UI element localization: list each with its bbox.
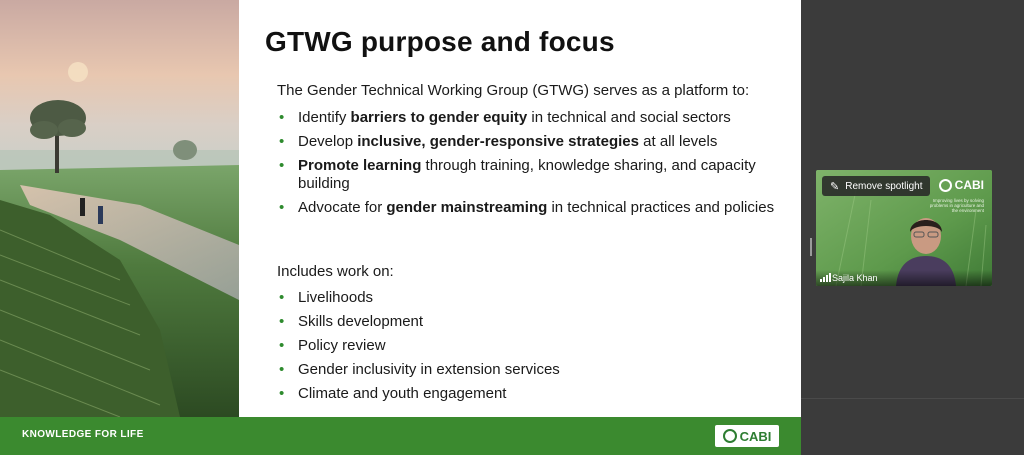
footer-tagline: KNOWLEDGE FOR LIFE — [22, 429, 144, 440]
list-item: • Identify barriers to gender equity in technical and social sectors — [279, 109, 731, 126]
cabi-logo: CABI — [715, 425, 779, 447]
participant-name-bar — [816, 270, 992, 286]
slide-footer — [0, 417, 801, 455]
list-item: • Livelihoods — [279, 289, 374, 306]
bullet-icon: • — [279, 109, 285, 126]
participant-name: Sajila Khan — [832, 273, 878, 283]
list-item: • Gender inclusivity in extension services — [279, 361, 560, 378]
slide-content — [239, 0, 801, 417]
video-cabi-logo: CABI — [939, 178, 984, 192]
signal-strength-icon — [820, 273, 831, 282]
bullet-icon: • — [279, 385, 285, 402]
bullet-icon: • — [279, 133, 285, 150]
slide-title: GTWG purpose and focus — [265, 26, 615, 57]
list-item: • Develop inclusive, gender-responsive strategies at all levels — [279, 133, 718, 150]
bullet-icon: • — [279, 289, 285, 306]
includes-list — [277, 289, 782, 409]
includes-heading: Includes work on: — [277, 263, 394, 280]
rice-field-photo — [0, 0, 239, 417]
list-item: • Promote learning through training, knowledge sharing, and capacity building — [279, 157, 756, 192]
resize-handle[interactable] — [810, 238, 812, 256]
bullet-icon: • — [279, 337, 285, 354]
video-tagline: Improving lives by solving problems in agriculture and the environment — [929, 198, 984, 213]
cabi-logo-icon — [939, 179, 952, 192]
list-item: • Skills development — [279, 313, 424, 330]
list-item: • Climate and youth engagement — [279, 385, 507, 402]
bullet-icon: • — [279, 199, 285, 216]
intro-text: The Gender Technical Working Group (GTWG) serves as a platform to: — [277, 82, 750, 99]
pin-icon: ✎ — [830, 180, 840, 193]
list-item: • Policy review — [279, 337, 386, 354]
purpose-list — [277, 109, 782, 223]
bullet-icon: • — [279, 313, 285, 330]
participant-video-tile[interactable] — [816, 170, 992, 286]
bullet-icon: • — [279, 157, 285, 174]
cabi-logo-icon — [723, 429, 737, 443]
list-item: • Advocate for gender mainstreaming in technical practices and policies — [279, 199, 775, 216]
bullet-icon: • — [279, 361, 285, 378]
remove-spotlight-button[interactable]: ✎ Remove spotlight — [822, 176, 930, 196]
panel-divider — [801, 398, 1024, 399]
